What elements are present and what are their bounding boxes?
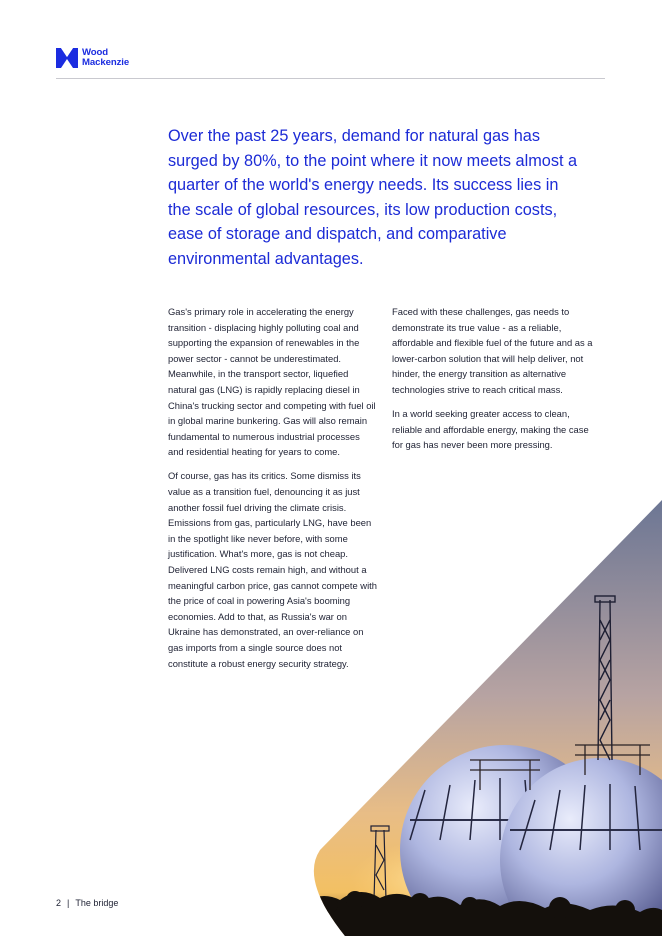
footer-separator: |: [67, 898, 70, 908]
body-paragraph: In a world seeking greater access to clean, reliable and affordable energy, making the case for gas has never been more pressing.: [392, 408, 589, 451]
body-paragraph: Of course, gas has its critics. Some dismiss its value as a transition fuel, denouncing it as just another fossil fuel driving the climate crisis. Emissions from gas, particularly LNG, have been in the spotlight like never before, with some justification. What's more, gas is not cheap. Delivered LNG costs remain high, and without a meaningful carbon price, gas cannot compete with the price of coal in powering Asia's booming economies. Add to that, as Russia's war on Ukraine has demonstrated, an over-reliance on gas imports from a single source does not constitute a robust energy security strategy.: [168, 470, 377, 669]
brand-line2: Mackenzie: [82, 57, 130, 68]
brand-line1: Wood: [82, 47, 109, 59]
page-footer: [56, 898, 118, 908]
body-paragraph: Gas's primary role in accelerating the energy transition - displacing highly polluting coal and supporting the expansion of renewables in the power sector - cannot be underestimated. Meanwhile, in the transport sector, liquefied natural gas (LNG) is rapidly replacing diesel in China's trucking sector and competing with fuel oil in global marine bunkering. Gas will also remain fundamental to numerous industrial processes and residential heating for years to come.: [168, 306, 376, 458]
section-name: The bridge: [75, 898, 119, 908]
intro-paragraph: Over the past 25 years, demand for natural gas has surged by 80%, to the point where it now meets almost a quarter of the world's energy needs. Its success lies in the scale of global resources, its low production costs, ease of storage and dispatch, and comparative environmental advantages.: [168, 127, 578, 268]
body-paragraph: Faced with these challenges, gas needs to demonstrate its true value - as a reliable, affordable and flexible fuel of the future and as a lower-carbon solution that will help deliver, not hinder, the energy transition as alternative technologies strive to reach critical mass.: [392, 306, 593, 395]
page-number: 2: [56, 898, 62, 908]
